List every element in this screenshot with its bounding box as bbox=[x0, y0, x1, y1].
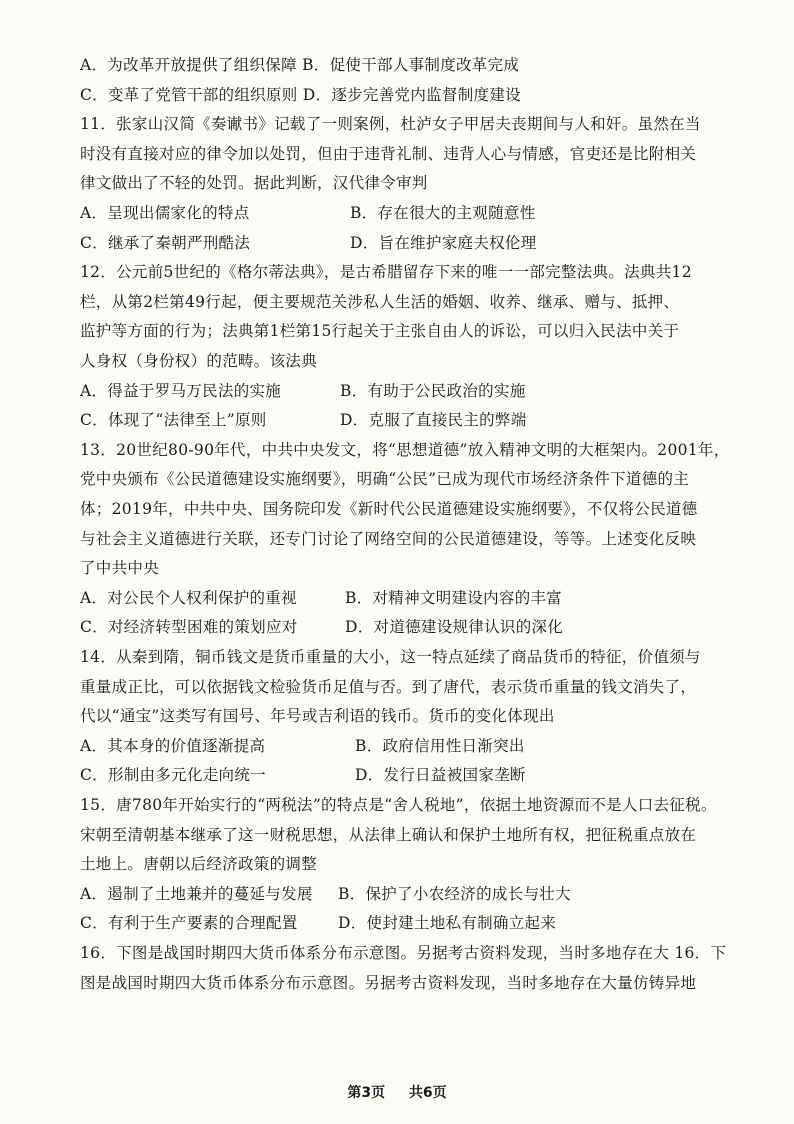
option-right: B．保护了小农经济的成长与壮大 bbox=[338, 884, 571, 903]
option-left: C．对经济转型困难的策划应对 bbox=[80, 618, 298, 637]
option-right: D．使封建土地私有制确立起来 bbox=[338, 914, 557, 933]
option-left: C．有利于生产要素的合理配置 bbox=[80, 914, 298, 933]
question-text-line: 14．从秦到隋，铜币钱文是货币重量的大小，这一特点延续了商品货币的特征，价值须与 bbox=[80, 648, 701, 666]
question-text-line: 13．20世纪80-90年代，中共中央发文，将“思想道德”放入精神文明的大框架内。2001年， bbox=[80, 440, 730, 459]
option-left: C．变革了党管干部的组织原则 D．逐步完善党内监督制度建设 bbox=[80, 85, 521, 104]
option-left: A．其本身的价值逐渐提高 bbox=[80, 736, 266, 755]
option-row bbox=[80, 908, 730, 938]
question-text-line: 律文做出了不轻的处罚。据此判断，汉代律令审判 bbox=[80, 174, 428, 193]
option-row bbox=[80, 583, 730, 613]
option-right: D．发行日益被国家垄断 bbox=[355, 766, 526, 785]
question-text-line: 图是战国时期四大货币体系分布示意图。另据考古资料发现，当时多地存在大量仿铸异地 bbox=[80, 973, 697, 992]
page-total: 共6页 bbox=[408, 1085, 447, 1101]
option-row bbox=[80, 80, 730, 110]
question-text-line: 人身权（身份权）的范畴。该法典 bbox=[80, 352, 318, 370]
question-text-line: 党中央颁布《公民道德建设实施纲要》，明确“公民”已成为现代市场经济条件下道德的主 bbox=[80, 470, 690, 489]
option-row bbox=[80, 612, 730, 642]
option-left: A．为改革开放提供了组织保障 B．促使干部人事制度改革完成 bbox=[80, 56, 520, 74]
option-right: D．克服了直接民主的弊端 bbox=[340, 411, 527, 430]
question-text-line: 16．下图是战国时期四大货币体系分布示意图。另据考古资料发现，当时多地存在大 16．下 bbox=[80, 944, 727, 962]
question-text-line: 体；2019年，中共中央、国务院印发《新时代公民道德建设实施纲要》，不仅将公民道德 bbox=[80, 500, 698, 518]
option-left: A．呈现出儒家化的特点 bbox=[80, 204, 250, 222]
option-right: B．存在很大的主观随意性 bbox=[350, 204, 536, 222]
question-text-line: 与社会主义道德进行关联，还专门讨论了网络空间的公民道德建设，等等。上述变化反映 bbox=[80, 529, 697, 548]
question-text-line: 代以“通宝”这类写有国号、年号或吉利语的钱币。货币的变化体现出 bbox=[80, 707, 555, 726]
question-text-line: 宋朝至清朝基本继承了这一财税思想，从法律上确认和保护土地所有权，把征税重点放在 bbox=[80, 825, 697, 844]
option-row bbox=[80, 405, 730, 435]
option-right: B．对精神文明建设内容的丰富 bbox=[345, 588, 563, 607]
question-text-line: 栏，从第2栏第49行起，便主要规范关涉私人生活的婚姻、收养、继承、赠与、抵押、 bbox=[80, 292, 680, 311]
option-left: C．形制由多元化走向统一 bbox=[80, 766, 266, 785]
option-left: A．得益于罗马万民法的实施 bbox=[80, 381, 282, 400]
option-left: C．继承了秦朝严刑酷法 bbox=[80, 233, 251, 252]
option-row bbox=[80, 198, 730, 228]
page-footer bbox=[0, 1082, 794, 1102]
option-row bbox=[80, 731, 730, 761]
question-text-line: 11．张家山汉简《奏谳书》记载了一则案例，杜泸女子甲居夫丧期间与人和奸。虽然在当 bbox=[80, 115, 701, 134]
option-row bbox=[80, 50, 730, 80]
option-row bbox=[80, 760, 730, 790]
option-row bbox=[80, 228, 730, 258]
option-right: B．有助于公民政治的实施 bbox=[340, 381, 526, 400]
question-text-line: 时没有直接对应的律令加以处罚，但由于违背礼制、违背人心与情感，官吏还是比附相关 bbox=[80, 144, 697, 163]
option-right: B．政府信用性日渐突出 bbox=[355, 736, 525, 755]
option-left: C．体现了“法律至上”原则 bbox=[80, 411, 267, 430]
question-text-line: 监护等方面的行为；法典第1栏第15行起关于主张自由人的诉讼，可以归入民法中关于 bbox=[80, 322, 680, 341]
question-text-line: 15．唐780年开始实行的“两税法”的特点是“舍人税地”，依据土地资源而不是人口去征税。 bbox=[80, 796, 717, 814]
question-text-line: 重量成正比，可以依据钱文检验货币足值与否。到了唐代，表示货币重量的钱文消失了， bbox=[80, 677, 697, 696]
question-text-line: 12．公元前5世纪的《格尔蒂法典》，是古希腊留存下来的唯一一部完整法典。法典共12 bbox=[80, 263, 692, 282]
option-row bbox=[80, 376, 730, 406]
option-left: A．对公民个人权利保护的重视 bbox=[80, 588, 297, 607]
page-number: 第3页 bbox=[347, 1085, 386, 1101]
question-text-line: 土地上。唐朝以后经济政策的调整 bbox=[80, 855, 318, 874]
option-right: D．旨在维护家庭夫权伦理 bbox=[350, 233, 537, 252]
option-row bbox=[80, 879, 730, 909]
question-text-line: 了中共中央 bbox=[80, 559, 160, 578]
option-right: D．对道德建设规律认识的深化 bbox=[345, 618, 564, 637]
option-left: A．遏制了土地兼并的蔓延与发展 bbox=[80, 884, 313, 903]
